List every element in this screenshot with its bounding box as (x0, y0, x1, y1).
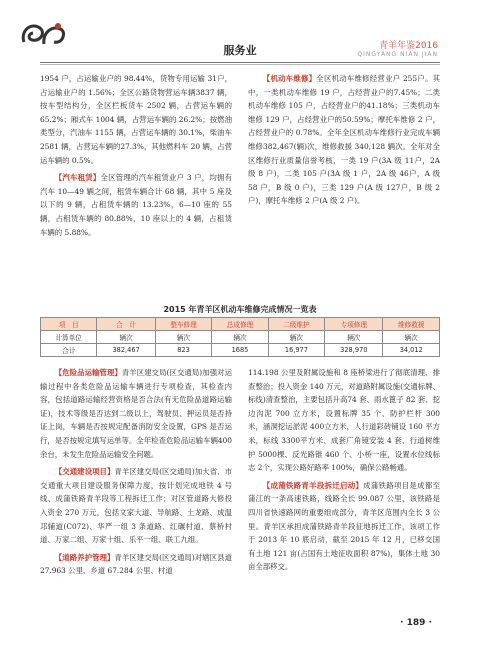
left-column-bottom (40, 366, 232, 578)
railway-paragraph (248, 479, 440, 574)
table-cell: 辆次 (268, 331, 324, 344)
freight-paragraph: 1954 户，占运输业户的 98.44%，货物专用运输 31户，占运输业户的 1.56%；全区公路货物营运车辆3837 辆，按车型结构分，全区栏板货车 2502 辆，占营运车辆的 65.2%；厢式车 1004 辆，占营运车辆的 26.2%；按燃油类型分，汽油车 1155 辆，占营运车辆的 30.1%，柴油车 2581 辆，占营运车辆的27.3%，其他燃料车 20 辆，占营运车辆的 0.5%。 (40, 74, 232, 165)
repair-text: 全区机动车维修经营业户 255户。其中，一类机动车维修 19 户，占经营业户的7.45%；二类机动车维修 105 户，占经营业户的41.18%；三类机动车维修 129 户，占经营业户的50.59%；摩托车维修 2 户，占经营业户的 0.78%。全年全区机动车维修行业完成车辆维修382,467(辆)次，维修救援 340,128 辆次。全年对全区维修行业质量信誉考核，一类 19 户(3A 级 11户，2A 级 8 户)，二类 105 户(3A 级 1 户，2A 级 46户，A 级 58 户，B 级 0 户)，三类 129 户(A 级 127户，B 级 2 户)，摩托车维修 2 户(A 级 2 户)。 (248, 74, 440, 206)
rental-paragraph (40, 171, 232, 239)
table-header: 整车修理 (155, 318, 211, 331)
road-maint-paragraph (40, 551, 232, 578)
road-maint-tag: 【道路养护管理】 (54, 552, 115, 562)
header-rule-thin (40, 64, 440, 65)
construction-text: 青羊区建交局(区交通局)加大省、市交通重大项目建设服务保障力度，按计划完成地铁 4 号线、成蒲铁路青羊段等工程拆迁工作；对区管道路大修投入资金 270 万元，包括文家大道、导航路、土龙路、成温邛辅道(C072)、华严一组 3 条道路、红碾村道、蔡桥村道、万家二组、万家十组、乐平一组、联工九组。 (40, 467, 232, 545)
table-cell: 823 (155, 344, 211, 357)
table-header: 项 目 (41, 318, 97, 331)
repair-paragraph (248, 72, 440, 208)
yearbook-title-block (357, 38, 438, 58)
left-column-top (40, 72, 232, 239)
table-header: 二级维护 (268, 318, 324, 331)
yearbook-title: 青羊年鉴2016 (379, 41, 438, 51)
table-header: 总成修理 (212, 318, 268, 331)
table-cell: 辆次 (212, 331, 268, 344)
table-title: 2015 年青羊区机动车维修完成情况一览表 (163, 305, 317, 314)
right-column-top (248, 72, 440, 208)
hazmat-text: 青羊区建交局(区交通局)加强对运输过程中各类危险品运输车辆进行专项检查，其检查内容，包括道路运输经营资格是否合法(有无危险品道路运输证)，技术等级是否达到二级以上，驾驶员、押运员是否持证上岗，车辆是否按规定配备消防安全设置，GPS 是否运行，是否按规定填写运单等。全年检查危险品运输车辆400 余台，未发生危险品运输安全问题。 (40, 368, 232, 459)
hazmat-paragraph (40, 366, 232, 461)
railway-text: 成蒲铁路项目是成都至蒲江的一条高速铁路，线路全长 99.087 公里，该铁路是四川省快速路网的重要组成部分，青羊区范围内全长 3 公里。青羊区承担成蒲铁路青羊段征地拆迁工作，该项工作于 2013 年 10 底启动，截至 2015 年 12 月，已移交国有土地 121 亩(占国有土地征收面积 87%)，集体土地 30 亩全部移交。 (248, 480, 440, 572)
rental-tag: 【汽车租赁】 (54, 173, 101, 183)
table-cell: 328,970 (325, 344, 383, 357)
page-number: · 189 · (400, 618, 432, 628)
table-cell: 合计 (41, 344, 97, 357)
road-maint-continued: 114.198 公里及附属设施和 8 座桥梁进行了彻底清理、排查整治；投入资金 140 万元，对道路附属设施(交通标牌、标线)清查整治，主要包括升高74 套、雨水篦子 82 套、挖边沟泥 700 立方米，设置标牌 35 个、防护栏杆 300 米，涵洞挖运淤泥 400立方米，人行道彩砖铺设 160 平方米，标线 3300平方米、成套广角镜安装 4 套、行道树维护 5000棵、反光路锥 460 个、小桥一座，设置水位线标志 2个，实现公路好路率 100%，确保公路畅通。 (248, 368, 440, 473)
repair-tag: 【机动车维修】 (262, 74, 317, 83)
table-row (41, 331, 440, 344)
section-title: 服务业 (223, 44, 257, 57)
table-header: 合 计 (97, 318, 155, 331)
header-rule (40, 62, 440, 63)
construction-paragraph (40, 465, 232, 547)
rental-text: 全区管理的汽车租赁业户 3 户，均拥有汽车 10—49 辆之间，租赁车辆合计 68 辆，其中 5 座及以下的 9 辆，占租赁车辆的 13.23%，6—10 座的 55 辆，占租赁车辆的 80.88%，10 座以上的 4 辆，占租赁车辆的 5.88%。 (40, 173, 232, 237)
table-cell: 辆次 (325, 331, 383, 344)
table-cell: 辆次 (383, 331, 440, 344)
table-cell: 1685 (212, 344, 268, 357)
table-cell: 辆次 (155, 331, 211, 344)
table-cell: 16,977 (268, 344, 324, 357)
hazmat-tag: 【危险品运输管理】 (54, 368, 122, 377)
table-cell: 辆次 (97, 331, 155, 344)
yearbook-pinyin: QINGYANG NIAN JIAN (357, 51, 438, 58)
table-row (41, 344, 440, 357)
construction-tag: 【交通建设项目】 (54, 467, 115, 477)
table-header-row (41, 318, 440, 331)
table-header: 维修救援 (383, 318, 440, 331)
table-cell: 计算单位 (41, 331, 97, 344)
table-cell: 382,467 (97, 344, 155, 357)
page-header (0, 0, 480, 62)
right-column-bottom (248, 366, 440, 574)
railway-tag: 【成蒲铁路青羊段拆迁启动】 (262, 480, 364, 490)
road-maint-text: 青羊区建交局(区交通局)对辖区县道 27.963 公里、乡道 67.284 公里、村道 (40, 552, 232, 576)
table-cell: 34,012 (383, 344, 440, 357)
table-header: 专项修理 (325, 318, 383, 331)
repair-stats-table (40, 317, 440, 357)
